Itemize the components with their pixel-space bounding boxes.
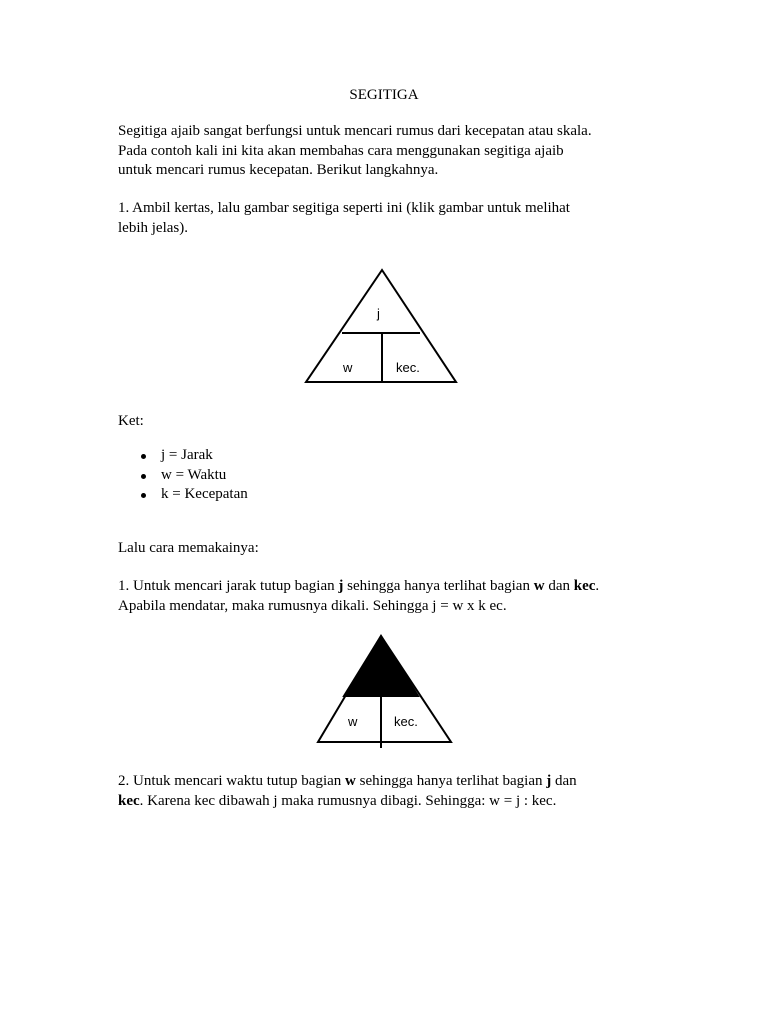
triangle-covered-top: [344, 636, 418, 696]
rule-1-line-1: 1. Untuk mencari jarak tutup bagian j sehingga hanya terlihat bagian w dan kec.: [118, 578, 600, 594]
list-item: [118, 446, 248, 466]
step-1-line-2: lebih jelas).: [118, 219, 188, 236]
list-item: [118, 485, 248, 505]
ket-list: [118, 446, 248, 505]
bullet-icon: [141, 474, 146, 479]
rule-1-line-2: Apabila mendatar, maka rumusnya dikali. Sehingga j = w x k ec.: [118, 597, 507, 614]
step-1-line-1: 1. Ambil kertas, lalu gambar segitiga seperti ini (klik gambar untuk melihat: [118, 200, 570, 216]
list-item: [118, 466, 248, 486]
triangle-figure-1[interactable]: [300, 262, 462, 388]
bullet-icon: [141, 454, 146, 459]
intro-line-1: Segitiga ajaib sangat berfungsi untuk mencari rumus dari kecepatan atau skala.: [118, 123, 592, 139]
triangle-label-kec: kec.: [394, 714, 418, 729]
intro-line-3: untuk mencari rumus kecepatan. Berikut langkahnya.: [118, 162, 439, 178]
rule-1-paragraph: [118, 577, 678, 616]
triangle-figure-2[interactable]: [312, 628, 458, 750]
rule-2-line-2: kec. Karena kec dibawah j maka rumusnya dibagi. Sehingga: w = j : kec.: [118, 792, 557, 809]
rule-2-line-1: 2. Untuk mencari waktu tutup bagian w sehingga hanya terlihat bagian j dan: [118, 773, 577, 789]
ket-item-k: k = Kecepatan: [161, 486, 248, 502]
intro-paragraph: [118, 122, 678, 181]
triangle-label-kec: kec.: [396, 360, 420, 375]
page-title: SEGITIGA: [349, 87, 419, 103]
ket-label: Ket:: [118, 413, 144, 429]
ket-item-w: w = Waktu: [161, 466, 227, 483]
intro-line-2: Pada contoh kali ini kita akan membahas cara menggunakan segitiga ajaib: [118, 142, 564, 159]
bullet-icon: [141, 493, 146, 498]
triangle-label-j: j: [377, 306, 380, 321]
usage-label: Lalu cara memakainya:: [118, 540, 259, 556]
ket-item-j: j = Jarak: [161, 447, 213, 463]
step-1-paragraph: [118, 199, 678, 238]
triangle-label-w: w: [343, 360, 353, 375]
triangle-label-w: w: [348, 714, 358, 729]
rule-2-paragraph: [118, 772, 678, 811]
